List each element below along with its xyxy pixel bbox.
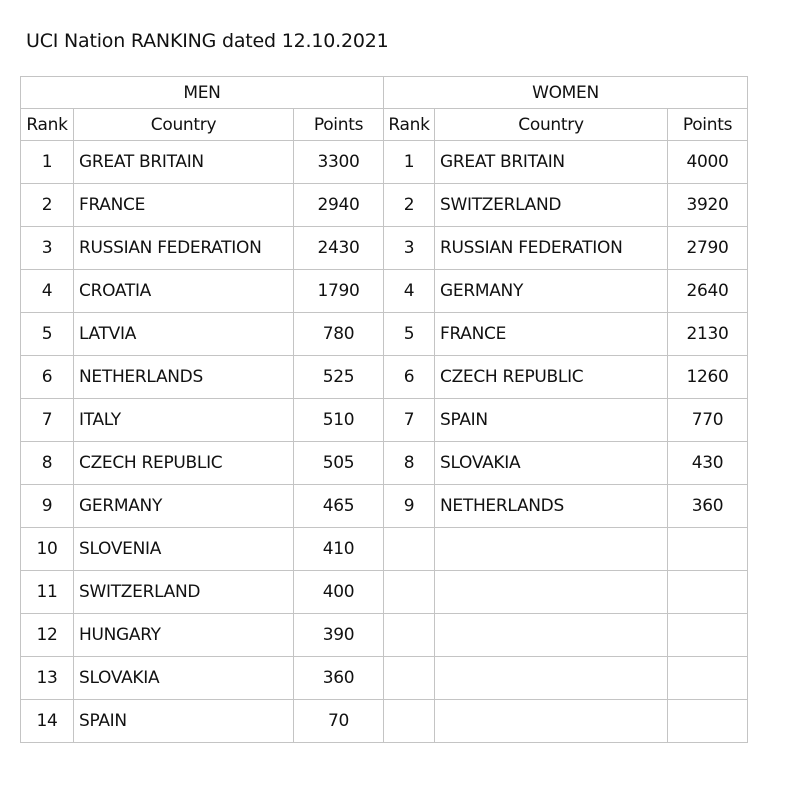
men-points-cell: 360 [294,657,384,700]
women-points-cell: 2130 [668,313,748,356]
women-country-cell: RUSSIAN FEDERATION [435,227,668,270]
men-points-cell: 2940 [294,184,384,227]
column-header-row [21,109,748,141]
men-points-cell: 505 [294,442,384,485]
women-empty-cell [435,614,668,657]
men-points-cell: 525 [294,356,384,399]
men-rank-cell: 6 [21,356,74,399]
women-points-cell: 4000 [668,141,748,184]
women-empty-cell [384,700,435,743]
men-header: MEN [21,77,384,109]
women-points-cell: 360 [668,485,748,528]
women-points-cell: 2790 [668,227,748,270]
men-points-cell: 390 [294,614,384,657]
women-country-cell: SWITZERLAND [435,184,668,227]
women-rank-cell: 1 [384,141,435,184]
women-points-header: Points [668,109,748,141]
men-rank-cell: 10 [21,528,74,571]
table-row [21,141,748,184]
men-rank-cell: 11 [21,571,74,614]
men-country-cell: CZECH REPUBLIC [74,442,294,485]
men-points-cell: 780 [294,313,384,356]
women-rank-cell: 7 [384,399,435,442]
women-rank-cell: 6 [384,356,435,399]
women-country-cell: SPAIN [435,399,668,442]
women-empty-cell [668,571,748,614]
men-country-cell: HUNGARY [74,614,294,657]
men-country-cell: SLOVAKIA [74,657,294,700]
women-points-cell: 1260 [668,356,748,399]
women-empty-cell [435,571,668,614]
table-row [21,227,748,270]
men-rank-cell: 5 [21,313,74,356]
men-country-cell: SLOVENIA [74,528,294,571]
women-points-cell: 430 [668,442,748,485]
men-country-cell: CROATIA [74,270,294,313]
table-row [21,657,748,700]
men-rank-cell: 12 [21,614,74,657]
women-country-cell: GERMANY [435,270,668,313]
women-points-cell: 3920 [668,184,748,227]
men-rank-cell: 3 [21,227,74,270]
table-row [21,700,748,743]
women-empty-cell [384,571,435,614]
women-rank-cell: 9 [384,485,435,528]
women-rank-cell: 3 [384,227,435,270]
women-empty-cell [435,700,668,743]
ranking-table [20,76,748,743]
table-row [21,528,748,571]
men-points-cell: 2430 [294,227,384,270]
women-empty-cell [668,528,748,571]
men-points-header: Points [294,109,384,141]
men-points-cell: 400 [294,571,384,614]
men-country-cell: SWITZERLAND [74,571,294,614]
men-rank-cell: 13 [21,657,74,700]
men-rank-cell: 4 [21,270,74,313]
table-row [21,356,748,399]
women-empty-cell [668,657,748,700]
women-points-cell: 2640 [668,270,748,313]
women-empty-cell [384,528,435,571]
men-rank-header: Rank [21,109,74,141]
table-row [21,571,748,614]
women-country-cell: NETHERLANDS [435,485,668,528]
women-empty-cell [384,614,435,657]
men-points-cell: 3300 [294,141,384,184]
women-empty-cell [668,700,748,743]
table-row [21,313,748,356]
men-country-cell: GREAT BRITAIN [74,141,294,184]
women-rank-cell: 8 [384,442,435,485]
women-country-header: Country [435,109,668,141]
men-country-header: Country [74,109,294,141]
table-row [21,614,748,657]
women-empty-cell [435,528,668,571]
women-rank-cell: 4 [384,270,435,313]
women-country-cell: SLOVAKIA [435,442,668,485]
table-row [21,270,748,313]
men-country-cell: GERMANY [74,485,294,528]
women-empty-cell [668,614,748,657]
men-country-cell: FRANCE [74,184,294,227]
table-row [21,184,748,227]
women-country-cell: GREAT BRITAIN [435,141,668,184]
group-header-row [21,77,748,109]
men-points-cell: 510 [294,399,384,442]
page-title: UCI Nation RANKING dated 12.10.2021 [26,30,389,52]
men-points-cell: 465 [294,485,384,528]
women-rank-header: Rank [384,109,435,141]
men-country-cell: RUSSIAN FEDERATION [74,227,294,270]
men-country-cell: SPAIN [74,700,294,743]
women-points-cell: 770 [668,399,748,442]
men-rank-cell: 9 [21,485,74,528]
women-country-cell: FRANCE [435,313,668,356]
men-points-cell: 1790 [294,270,384,313]
table-row [21,485,748,528]
women-empty-cell [435,657,668,700]
men-rank-cell: 7 [21,399,74,442]
table-row [21,442,748,485]
men-rank-cell: 1 [21,141,74,184]
men-country-cell: NETHERLANDS [74,356,294,399]
women-empty-cell [384,657,435,700]
men-rank-cell: 2 [21,184,74,227]
women-rank-cell: 5 [384,313,435,356]
men-rank-cell: 14 [21,700,74,743]
men-points-cell: 70 [294,700,384,743]
women-header: WOMEN [384,77,748,109]
ranking-rows [21,141,748,743]
women-rank-cell: 2 [384,184,435,227]
men-points-cell: 410 [294,528,384,571]
men-country-cell: LATVIA [74,313,294,356]
men-country-cell: ITALY [74,399,294,442]
women-country-cell: CZECH REPUBLIC [435,356,668,399]
table-row [21,399,748,442]
men-rank-cell: 8 [21,442,74,485]
